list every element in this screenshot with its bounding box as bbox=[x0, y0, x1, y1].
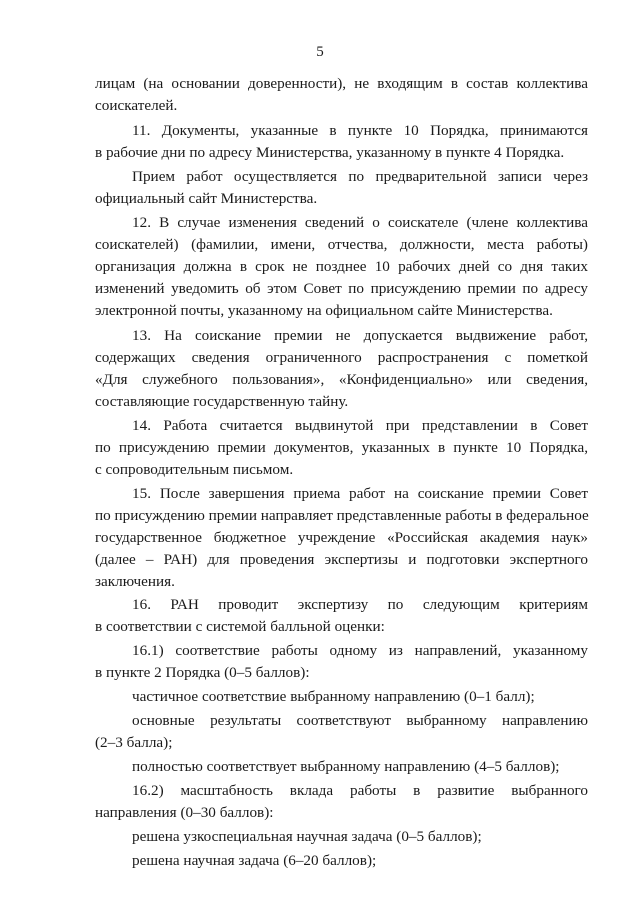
text-line: (2–3 балла); bbox=[95, 734, 173, 751]
text-line: в пункте 2 Порядка (0–5 баллов): bbox=[95, 664, 310, 681]
text-line: решена научная задача (6–20 баллов); bbox=[132, 852, 377, 869]
text-line: в рабочие дни по адресу Министерства, указанному в пункте 4 Порядка. bbox=[95, 144, 565, 161]
page-number: 5 bbox=[316, 44, 324, 60]
text-line: частичное соответствие выбранному направлению (0–1 балл); bbox=[132, 688, 535, 705]
text-line: 16. РАН проводит экспертизу по следующим критериям bbox=[132, 596, 588, 613]
text-line: 12. В случае изменения сведений о соискателе (члене коллектива bbox=[132, 214, 588, 231]
text-line: с сопроводительным письмом. bbox=[95, 461, 294, 478]
text-line: официальный сайт Министерства. bbox=[95, 190, 318, 207]
text-line: основные результаты соответствуют выбранному направлению bbox=[132, 712, 588, 729]
text-line: (далее – РАН) для проведения экспертизы и подготовки экспертного bbox=[95, 551, 588, 568]
text-line: 14. Работа считается выдвинутой при представлении в Совет bbox=[132, 417, 588, 434]
text-line: содержащих сведения ограниченного распространения с пометкой bbox=[95, 349, 588, 366]
text-line: заключения. bbox=[95, 573, 175, 590]
text-line: полностью соответствует выбранному направлению (4–5 баллов); bbox=[132, 758, 560, 775]
text-line: 15. После завершения приема работ на соискание премии Совет bbox=[132, 485, 588, 502]
text-line: составляющие государственную тайну. bbox=[95, 393, 349, 410]
text-line: по присуждению премии документов, указанных в пункте 10 Порядка, bbox=[95, 439, 588, 456]
text-line: 16.2) масштабность вклада работы в развитие выбранного bbox=[132, 782, 588, 799]
text-line: соискателей) (фамилии, имени, отчества, должности, места работы) bbox=[95, 236, 588, 253]
text-line: соискателей. bbox=[95, 97, 178, 114]
text-line: 16.1) соответствие работы одному из направлений, указанному bbox=[132, 642, 588, 659]
text-line: решена узкоспециальная научная задача (0–5 баллов); bbox=[132, 828, 482, 845]
text-line: в соответствии с системой балльной оценки: bbox=[95, 618, 385, 635]
text-line: лицам (на основании доверенности), не входящим в состав коллектива bbox=[95, 75, 588, 92]
text-line: 11. Документы, указанные в пункте 10 Порядка, принимаются bbox=[132, 122, 588, 139]
text-line: изменений уведомить об этом Совет по присуждению премии по адресу bbox=[95, 280, 588, 297]
text-line: направления (0–30 баллов): bbox=[95, 804, 274, 821]
text-line: Прием работ осуществляется по предварительной записи через bbox=[132, 168, 588, 185]
text-line: электронной почты, указанному на официальном сайте Министерства. bbox=[95, 302, 553, 319]
text-line: 13. На соискание премии не допускается выдвижение работ, bbox=[132, 327, 588, 344]
text-line: организация должна в срок не позднее 10 рабочих дней со дня таких bbox=[95, 258, 588, 275]
text-line: «Для служебного пользования», «Конфиденциально» или сведения, bbox=[95, 371, 588, 388]
text-line: государственное бюджетное учреждение «Российская академия наук» bbox=[95, 529, 588, 546]
text-line: по присуждению премии направляет представленные работы в федеральное bbox=[95, 507, 589, 524]
